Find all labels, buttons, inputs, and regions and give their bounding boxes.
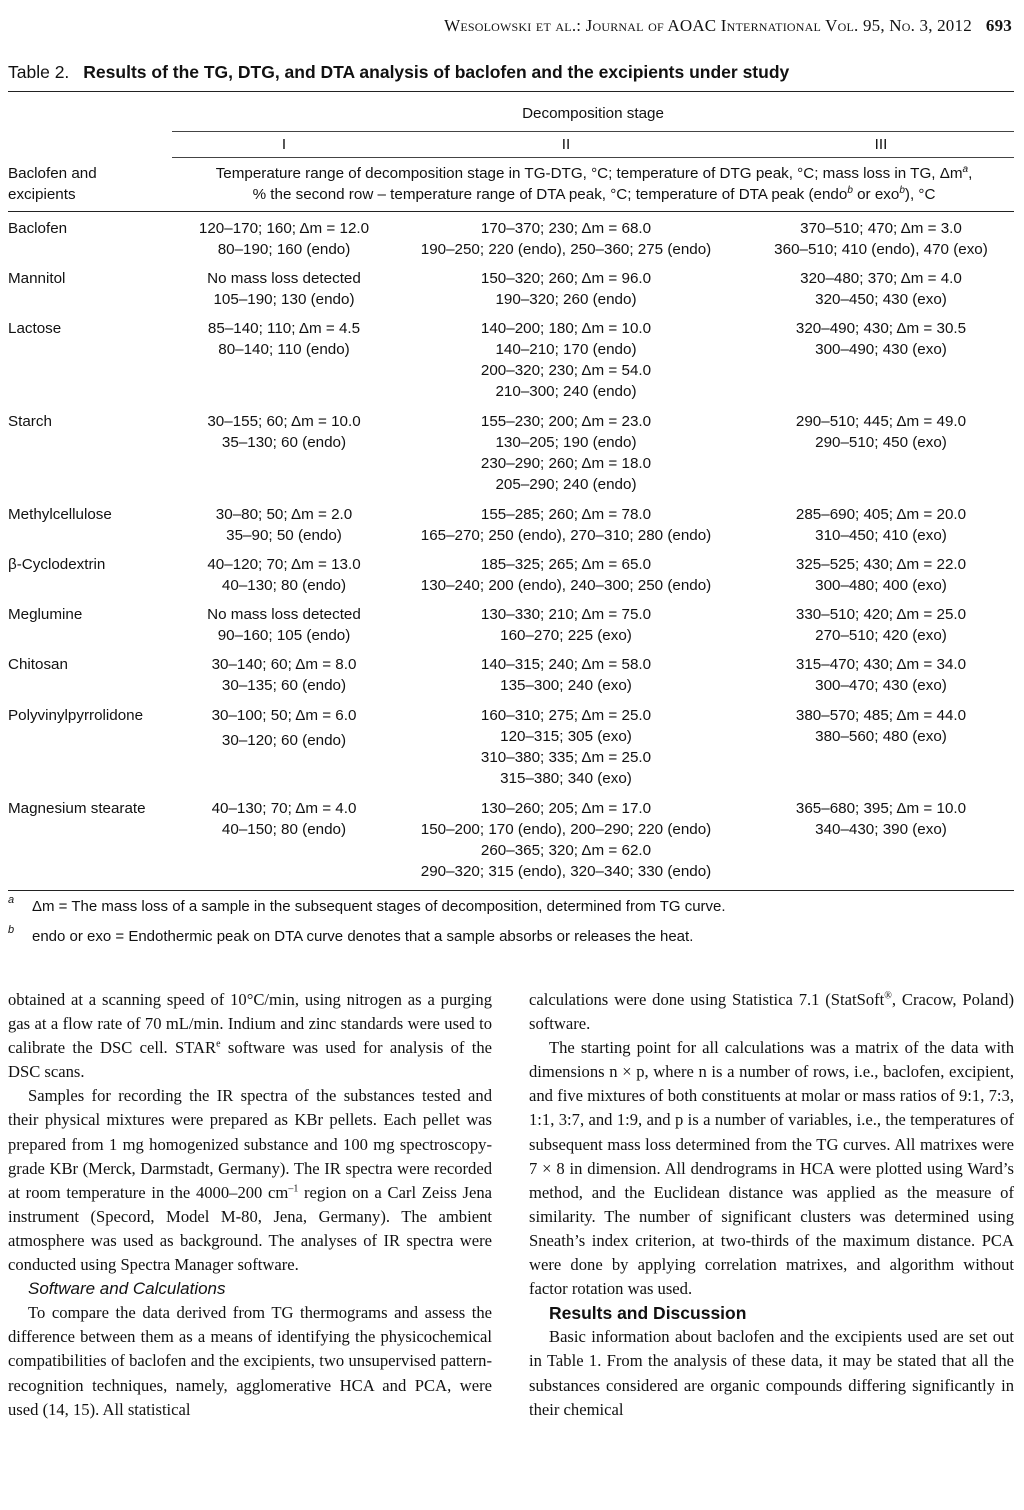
footnote-a-text: Δm = The mass loss of a sample in the subsequent stages of decomposition, determined from TG curve. xyxy=(32,898,726,915)
row-label: Meglumine xyxy=(8,606,83,623)
description-text xyxy=(174,163,1014,205)
cell-line: 270–510; 420 (exo) xyxy=(815,627,947,644)
description-line-2: % the second row – temperature range of DTA peak, °C; temperature of DTA peak (endo$^b$ or exo$^b$), °C xyxy=(252,184,936,203)
cell-line: 130–260; 205; Δm = 17.0 xyxy=(480,800,652,817)
stage-1-cell xyxy=(184,705,384,751)
stage-1-cell xyxy=(184,798,384,840)
stage-header-3: III xyxy=(874,136,888,153)
stage-1-cell xyxy=(184,554,384,596)
stage-2-cell xyxy=(384,798,748,882)
cell-line: No mass loss detected xyxy=(207,606,361,623)
cell-line: 365–680; 395; Δm = 10.0 xyxy=(795,800,967,817)
row-label: Mannitol xyxy=(8,270,66,287)
cell-line: 140–315; 240; Δm = 58.0 xyxy=(480,656,652,673)
cell-line: 150–320; 260; Δm = 96.0 xyxy=(480,270,652,287)
stage-2-cell xyxy=(384,705,748,789)
cell-line: 325–525; 430; Δm = 22.0 xyxy=(795,556,967,573)
running-header xyxy=(444,16,1012,36)
stage-1-cell xyxy=(184,318,384,360)
right-column xyxy=(529,988,1014,1422)
running-title: Wesolowski et al.: Journal of AOAC International Vol. 95, No. 3, 2012 xyxy=(444,16,972,35)
cell-line: 80–140; 110 (endo) xyxy=(218,341,350,358)
cell-line: 30–120; 60 (endo) xyxy=(221,732,347,749)
table-caption xyxy=(8,62,789,83)
cell-line: 310–380; 335; Δm = 25.0 xyxy=(480,749,652,766)
header-bottom-rule xyxy=(8,211,1014,212)
cell-line: 130–205; 190 (endo) xyxy=(495,434,637,451)
column-group-rule xyxy=(172,131,1014,132)
cell-line: 315–380; 340 (exo) xyxy=(500,770,632,787)
stage-3-cell xyxy=(748,411,1014,453)
footnote-mark-a: a xyxy=(962,163,969,175)
table-number: Table 2. xyxy=(8,62,70,82)
cell-line: 40–150; 80 (endo) xyxy=(221,821,347,838)
cell-line: 90–160; 105 (endo) xyxy=(217,627,351,644)
page-number: 693 xyxy=(985,16,1012,35)
cell-line: 130–240; 200 (endo), 240–300; 250 (endo) xyxy=(420,577,712,594)
left-paragraph-1: obtained at a scanning speed of 10°C/min, using nitrogen as a purging gas at a flow rate of 70 mL/min. Indium and zinc standards were used to calibrate the DSC cell. STAR$^e$ software was used for analysis of the DSC scans. xyxy=(8,990,493,1082)
cell-line: 170–370; 230; Δm = 68.0 xyxy=(480,220,652,237)
stage-3-cell xyxy=(748,798,1014,840)
right-paragraph-1: calculations were done using Statistica 7.1 (StatSoft®, Cracow, Poland) software. xyxy=(529,990,1014,1034)
cell-line: 360–510; 410 (endo), 470 (exo) xyxy=(774,241,988,258)
footnote-a-mark: a xyxy=(8,894,15,906)
cell-line: 105–190; 130 (endo) xyxy=(213,291,355,308)
row-label: β-Cyclodextrin xyxy=(8,556,106,573)
cell-line: 80–190; 160 (endo) xyxy=(217,241,351,258)
cell-line: 315–470; 430; Δm = 34.0 xyxy=(795,656,967,673)
stage-2-cell xyxy=(384,604,748,646)
cell-line: 155–230; 200; Δm = 23.0 xyxy=(480,413,652,430)
cell-line: 290–510; 445; Δm = 49.0 xyxy=(795,413,967,430)
cell-line: 30–135; 60 (endo) xyxy=(221,677,347,694)
cell-line: 35–90; 50 (endo) xyxy=(226,527,342,544)
stage-3-cell xyxy=(748,554,1014,596)
cell-line: 160–310; 275; Δm = 25.0 xyxy=(480,707,652,724)
cell-line: 290–510; 450 (exo) xyxy=(815,434,947,451)
footnote-b-mark: b xyxy=(8,924,15,936)
cell-line: 340–430; 390 (exo) xyxy=(815,821,947,838)
footnote-b-text: endo or exo = Endothermic peak on DTA curve denotes that a sample absorbs or releases the heat. xyxy=(32,928,694,945)
cell-line: 190–320; 260 (endo) xyxy=(495,291,637,308)
row-label: Baclofen xyxy=(8,220,68,237)
cell-line: 185–325; 265; Δm = 65.0 xyxy=(480,556,652,573)
column-group-header: Decomposition stage xyxy=(522,105,664,122)
cell-line: 190–250; 220 (endo), 250–360; 275 (endo) xyxy=(420,241,712,258)
cell-line: 300–480; 400 (exo) xyxy=(815,577,947,594)
stage-header-2: II xyxy=(561,136,571,153)
stage-1-cell xyxy=(184,604,384,646)
cell-line: 30–155; 60; Δm = 10.0 xyxy=(207,413,361,430)
cell-line: 200–320; 230; Δm = 54.0 xyxy=(480,362,652,379)
stage-1-cell xyxy=(184,504,384,546)
left-paragraph-3: To compare the data derived from TG thermograms and assess the difference between them as a means of identifying the physicochemical compatibilities of baclofen and the excipients, two unsupervised pattern-recognition techniques, namely, agglomerative HCA and PCA, were used (14, 15). All statistical xyxy=(8,1303,492,1419)
cell-line: 120–170; 160; Δm = 12.0 xyxy=(198,220,370,237)
stage-3-cell xyxy=(748,504,1014,546)
stage-1-cell xyxy=(184,411,384,453)
cell-line: 260–365; 320; Δm = 62.0 xyxy=(480,842,652,859)
row-label: Methylcellulose xyxy=(8,506,112,523)
table-bottom-rule xyxy=(8,890,1014,891)
cell-line: 330–510; 420; Δm = 25.0 xyxy=(795,606,967,623)
cell-line: 320–480; 370; Δm = 4.0 xyxy=(800,270,962,287)
cell-line: 40–130; 80 (endo) xyxy=(221,577,347,594)
stage-2-cell xyxy=(384,554,748,596)
stage-3-cell xyxy=(748,604,1014,646)
cell-line: 30–140; 60; Δm = 8.0 xyxy=(211,656,357,673)
stage-header-1: I xyxy=(281,136,287,153)
cell-line: 300–490; 430 (exo) xyxy=(815,341,947,358)
stage-header-rule xyxy=(172,157,1014,158)
row-label: Chitosan xyxy=(8,656,68,673)
stage-3-cell xyxy=(748,268,1014,310)
cell-line: 230–290; 260; Δm = 18.0 xyxy=(480,455,652,472)
cell-line: 85–140; 110; Δm = 4.5 xyxy=(207,320,361,337)
table-top-rule xyxy=(8,91,1014,92)
stage-2-cell xyxy=(384,318,748,402)
right-paragraph-3: Basic information about baclofen and the excipients used are set out in Table 1. From the analysis of these data, it may be stated that all the substances considered are organic compounds differing significantly in their chemical xyxy=(529,1327,1014,1419)
cell-line: 380–570; 485; Δm = 44.0 xyxy=(795,707,967,724)
table-title: Results of the TG, DTG, and DTA analysis of baclofen and the excipients under study xyxy=(83,62,790,82)
stage-2-cell xyxy=(384,218,748,260)
description-line-1: Temperature range of decomposition stage in TG-DTG, °C; temperature of DTG peak, °C; mass loss in TG, $\Delta m^a$, xyxy=(215,163,973,182)
stage-2-cell xyxy=(384,654,748,696)
cell-line: 40–120; 70; Δm = 13.0 xyxy=(207,556,361,573)
cell-line: 140–200; 180; Δm = 10.0 xyxy=(480,320,652,337)
cell-line: 370–510; 470; Δm = 3.0 xyxy=(800,220,962,237)
row-header-line-1: Baclofen and xyxy=(8,165,97,182)
row-header-line-2: excipients xyxy=(8,186,76,203)
cell-line: 35–130; 60 (endo) xyxy=(221,434,347,451)
cell-line: 30–100; 50; Δm = 6.0 xyxy=(211,707,357,724)
cell-line: 155–285; 260; Δm = 78.0 xyxy=(480,506,652,523)
cell-line: 310–450; 410 (exo) xyxy=(815,527,947,544)
left-paragraph-2: Samples for recording the IR spectra of the substances tested and their physical mixtures were prepared as KBr pellets. Each pellet was prepared from 1 mg homogenized substance and 100 mg spectroscopy-grade KBr (Merck, Darmstadt, Germany). The IR spectra were recorded at room temperature in the 4000–200 $cm^{-1}$ region on a Carl Zeiss Jena instrument (Specord, Model M-80, Jena, Germany). The ambient atmosphere was used as background. The analyses of IR spectra were conducted using Spectra Manager software. xyxy=(8,1086,492,1275)
cell-line: 320–490; 430; Δm = 30.5 xyxy=(795,320,967,337)
stage-2-cell xyxy=(384,411,748,495)
left-column xyxy=(8,988,492,1422)
right-paragraph-2: The starting point for all calculations was a matrix of the data with dimensions n × p, where n is a number of rows, i.e., baclofen, excipient, and five mixtures of both constituents at molar or mass ratios of 9:1, 7:3, 1:1, 3:7, and 1:9, and p is a number of variables, i.e., the temperatures of subsequent mass loss determined from the TG curves. All matrixes were 7 × 8 in dimension. All dendrograms in HCA were plotted using Ward’s method, and the Euclidean distance was applied as the measure of similarity. The number of significant clusters was determined using Sneath’s index criterion, at two-thirds of the maximum distance. PCA were done by applying correlation matrixes, and algorithm without factor rotation was used. xyxy=(529,1038,1014,1299)
cell-line: 140–210; 170 (endo) xyxy=(495,341,637,358)
stage-2-cell xyxy=(384,268,748,310)
stage-1-cell xyxy=(184,268,384,310)
cell-line: 320–450; 430 (exo) xyxy=(815,291,947,308)
row-header xyxy=(8,163,178,205)
cell-line: 205–290; 240 (endo) xyxy=(495,476,637,493)
cell-line: 380–560; 480 (exo) xyxy=(815,728,947,745)
cell-line: 130–330; 210; Δm = 75.0 xyxy=(480,606,652,623)
cell-line: 40–130; 70; Δm = 4.0 xyxy=(211,800,357,817)
row-label: Magnesium stearate xyxy=(8,800,146,817)
row-label: Polyvinylpyrrolidone xyxy=(8,707,144,724)
cell-line: 285–690; 405; Δm = 20.0 xyxy=(795,506,967,523)
cell-line: 210–300; 240 (endo) xyxy=(495,383,637,400)
cell-line: 135–300; 240 (exo) xyxy=(500,677,632,694)
cell-line: 30–80; 50; Δm = 2.0 xyxy=(215,506,353,523)
section-heading-results: Results and Discussion xyxy=(549,1303,747,1324)
cell-line: 160–270; 225 (exo) xyxy=(500,627,632,644)
stage-3-cell xyxy=(748,654,1014,696)
stage-2-cell xyxy=(384,504,748,546)
stage-3-cell xyxy=(748,218,1014,260)
section-heading-software: Software and Calculations xyxy=(28,1279,226,1299)
stage-3-cell xyxy=(748,705,1014,747)
cell-line: No mass loss detected xyxy=(207,270,361,287)
cell-line: 290–320; 315 (endo), 320–340; 330 (endo) xyxy=(420,863,712,880)
cell-line: 150–200; 170 (endo), 200–290; 220 (endo) xyxy=(420,821,712,838)
stage-3-cell xyxy=(748,318,1014,360)
row-label: Lactose xyxy=(8,320,62,337)
cell-line: 165–270; 250 (endo), 270–310; 280 (endo) xyxy=(420,527,712,544)
cell-line: 300–470; 430 (exo) xyxy=(815,677,947,694)
stage-1-cell xyxy=(184,654,384,696)
cell-line: 120–315; 305 (exo) xyxy=(500,728,632,745)
row-label: Starch xyxy=(8,413,52,430)
stage-1-cell xyxy=(184,218,384,260)
